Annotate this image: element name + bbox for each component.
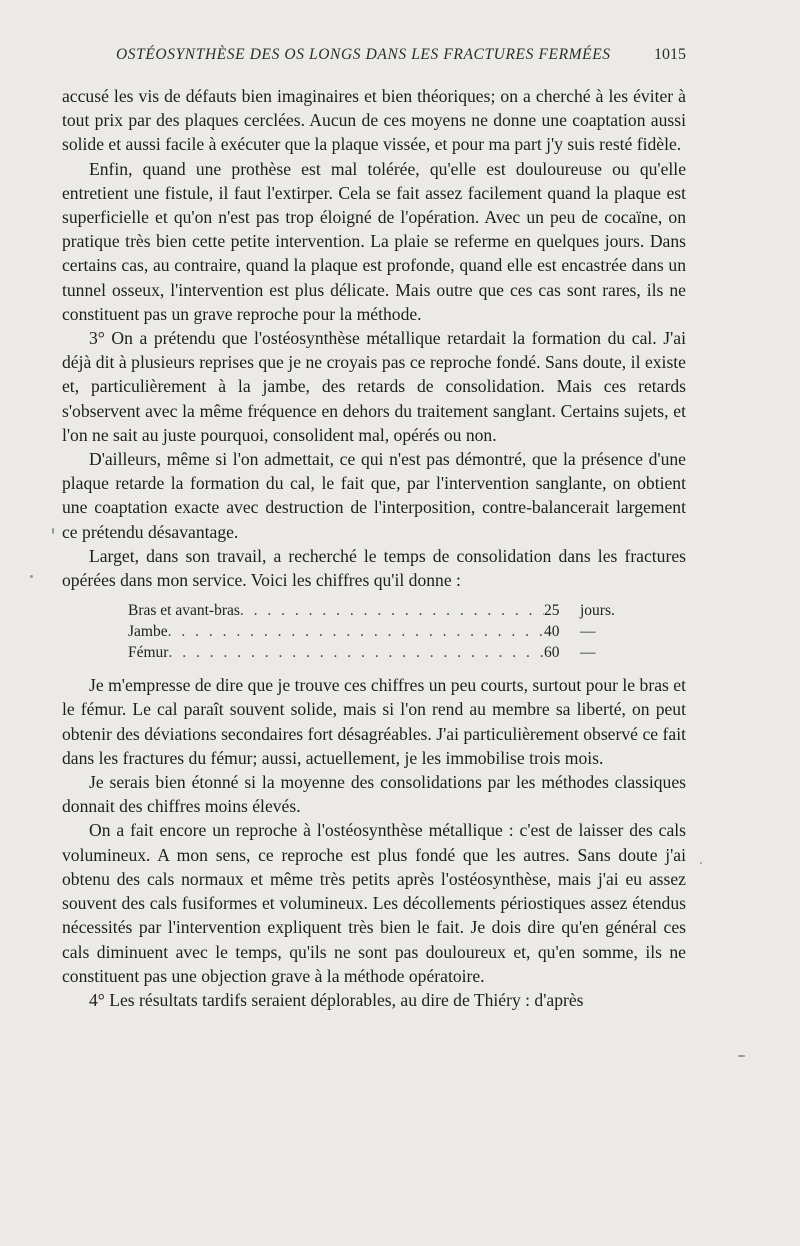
dot-leader xyxy=(168,642,544,663)
row-unit: — xyxy=(580,644,596,662)
paragraph: Enfin, quand une prothèse est mal tolérée, qu'elle est douloureuse ou qu'elle entretient une fistule, il faut l'extirper. Cela se fait assez facilement quand la plaque est superficielle et qu'on n'est pas trop éloigné de l'opération. Avec un peu de cocaïne, on pratique très bien cette petite intervention. La plaie se referme en quelques jours. Dans certains cas, au contraire, quand la plaque est profonde, quand elle est encastrée dans un tunnel osseux, l'intervention est plus délicate. Mais outre que ces cas sont rares, ils ne constituent pas un grave reproche pour la méthode. xyxy=(62,158,686,324)
paper-speck xyxy=(52,528,54,534)
row-value: 25 xyxy=(544,602,560,620)
paragraph: 3° On a prétendu que l'ostéosynthèse métallique retardait la formation du cal. J'ai déjà dit à plusieurs reprises que je ne croyais pas ce reproche fondé. Sans doute, il existe et, particulièrement à la jambe, des retards de consolidation. Mais ces retards s'observent avec la même fréquence en dehors du traitement sanglant. Certains sujets, et l'on ne sait au juste pourquoi, consolident mal, opérés ou non. xyxy=(62,328,686,445)
paragraph: Je m'empresse de dire que je trouve ces chiffres un peu courts, surtout pour le bras et le fémur. Le cal paraît souvent solide, mais si l'on rend au membre sa liberté, on peut obtenir des déviations secondaires fort désagréables. J'ai particulièrement observé ce fait dans les fractures du fémur; aussi, actuellement, je les immobilise trois mois. xyxy=(62,675,686,768)
running-head xyxy=(116,46,686,64)
paragraph: Larget, dans son travail, a recherché le temps de consolidation dans les fractures opérées dans mon service. Voici les chiffres qu'il donne : xyxy=(62,545,686,591)
table-row xyxy=(128,642,632,663)
paragraph: On a fait encore un reproche à l'ostéosynthèse métallique : c'est de laisser des cals volumineux. A mon sens, ce reproche est plus fondé que les autres. Sans doute j'ai obtenu des cals normaux et même très petits après l'ostéosynthèse, mais j'ai eu assez souvent des cals fusiformes et volumineux. Les décollements périostiques assez étendus nécessités par l'intervention expliquent très bien le fait. Je dois dire qu'en général ces cals diminuent avec le temps, qu'ils ne sont pas douloureux et, qu'en somme, ils ne constituent pas une objection grave à la méthode opératoire. xyxy=(62,820,686,986)
paragraph: Je serais bien étonné si la moyenne des consolidations par les méthodes classiques donnait des chiffres moins élevés. xyxy=(62,772,686,817)
table-row xyxy=(128,621,632,642)
row-label: Jambe xyxy=(128,623,168,641)
page-number: 1015 xyxy=(654,46,686,63)
paragraph: 4° Les résultats tardifs seraient déplorables, au dire de Thiéry : d'après xyxy=(89,989,584,1010)
body-text xyxy=(62,84,686,1012)
row-label: Bras et avant-bras xyxy=(128,602,240,620)
paper-speck xyxy=(700,862,702,864)
dot-leader xyxy=(240,600,544,621)
consolidation-table xyxy=(62,600,686,663)
row-value: 40 xyxy=(544,623,560,641)
paragraph: D'ailleurs, même si l'on admettait, ce qui n'est pas démontré, que la présence d'une plaque retarde la formation du cal, le fait que, par l'intervention sanglante, on obtient une coaptation exacte avec destruction de l'interposition, contre-balancerait largement ce prétendu désavantage. xyxy=(62,449,686,542)
dot-leader xyxy=(168,621,544,642)
paper-speck xyxy=(30,575,33,578)
running-title: OSTÉOSYNTHÈSE DES OS LONGS DANS LES FRACTURES FERMÉES xyxy=(116,46,611,63)
row-unit: — xyxy=(580,623,596,641)
paper-speck xyxy=(738,1055,745,1057)
table-row xyxy=(128,600,632,621)
row-label: Fémur xyxy=(128,644,169,662)
paragraph: accusé les vis de défauts bien imaginaires et bien théoriques; on a cherché à les éviter à tout prix par des plaques cerclées. Aucun de ces moyens ne donne une coaptation aussi solide et aussi facile à exécuter que la plaque vissée, et pour ma part j'y suis resté fidèle. xyxy=(62,86,686,155)
row-value: 60 xyxy=(544,644,560,662)
row-unit: jours. xyxy=(580,602,615,620)
